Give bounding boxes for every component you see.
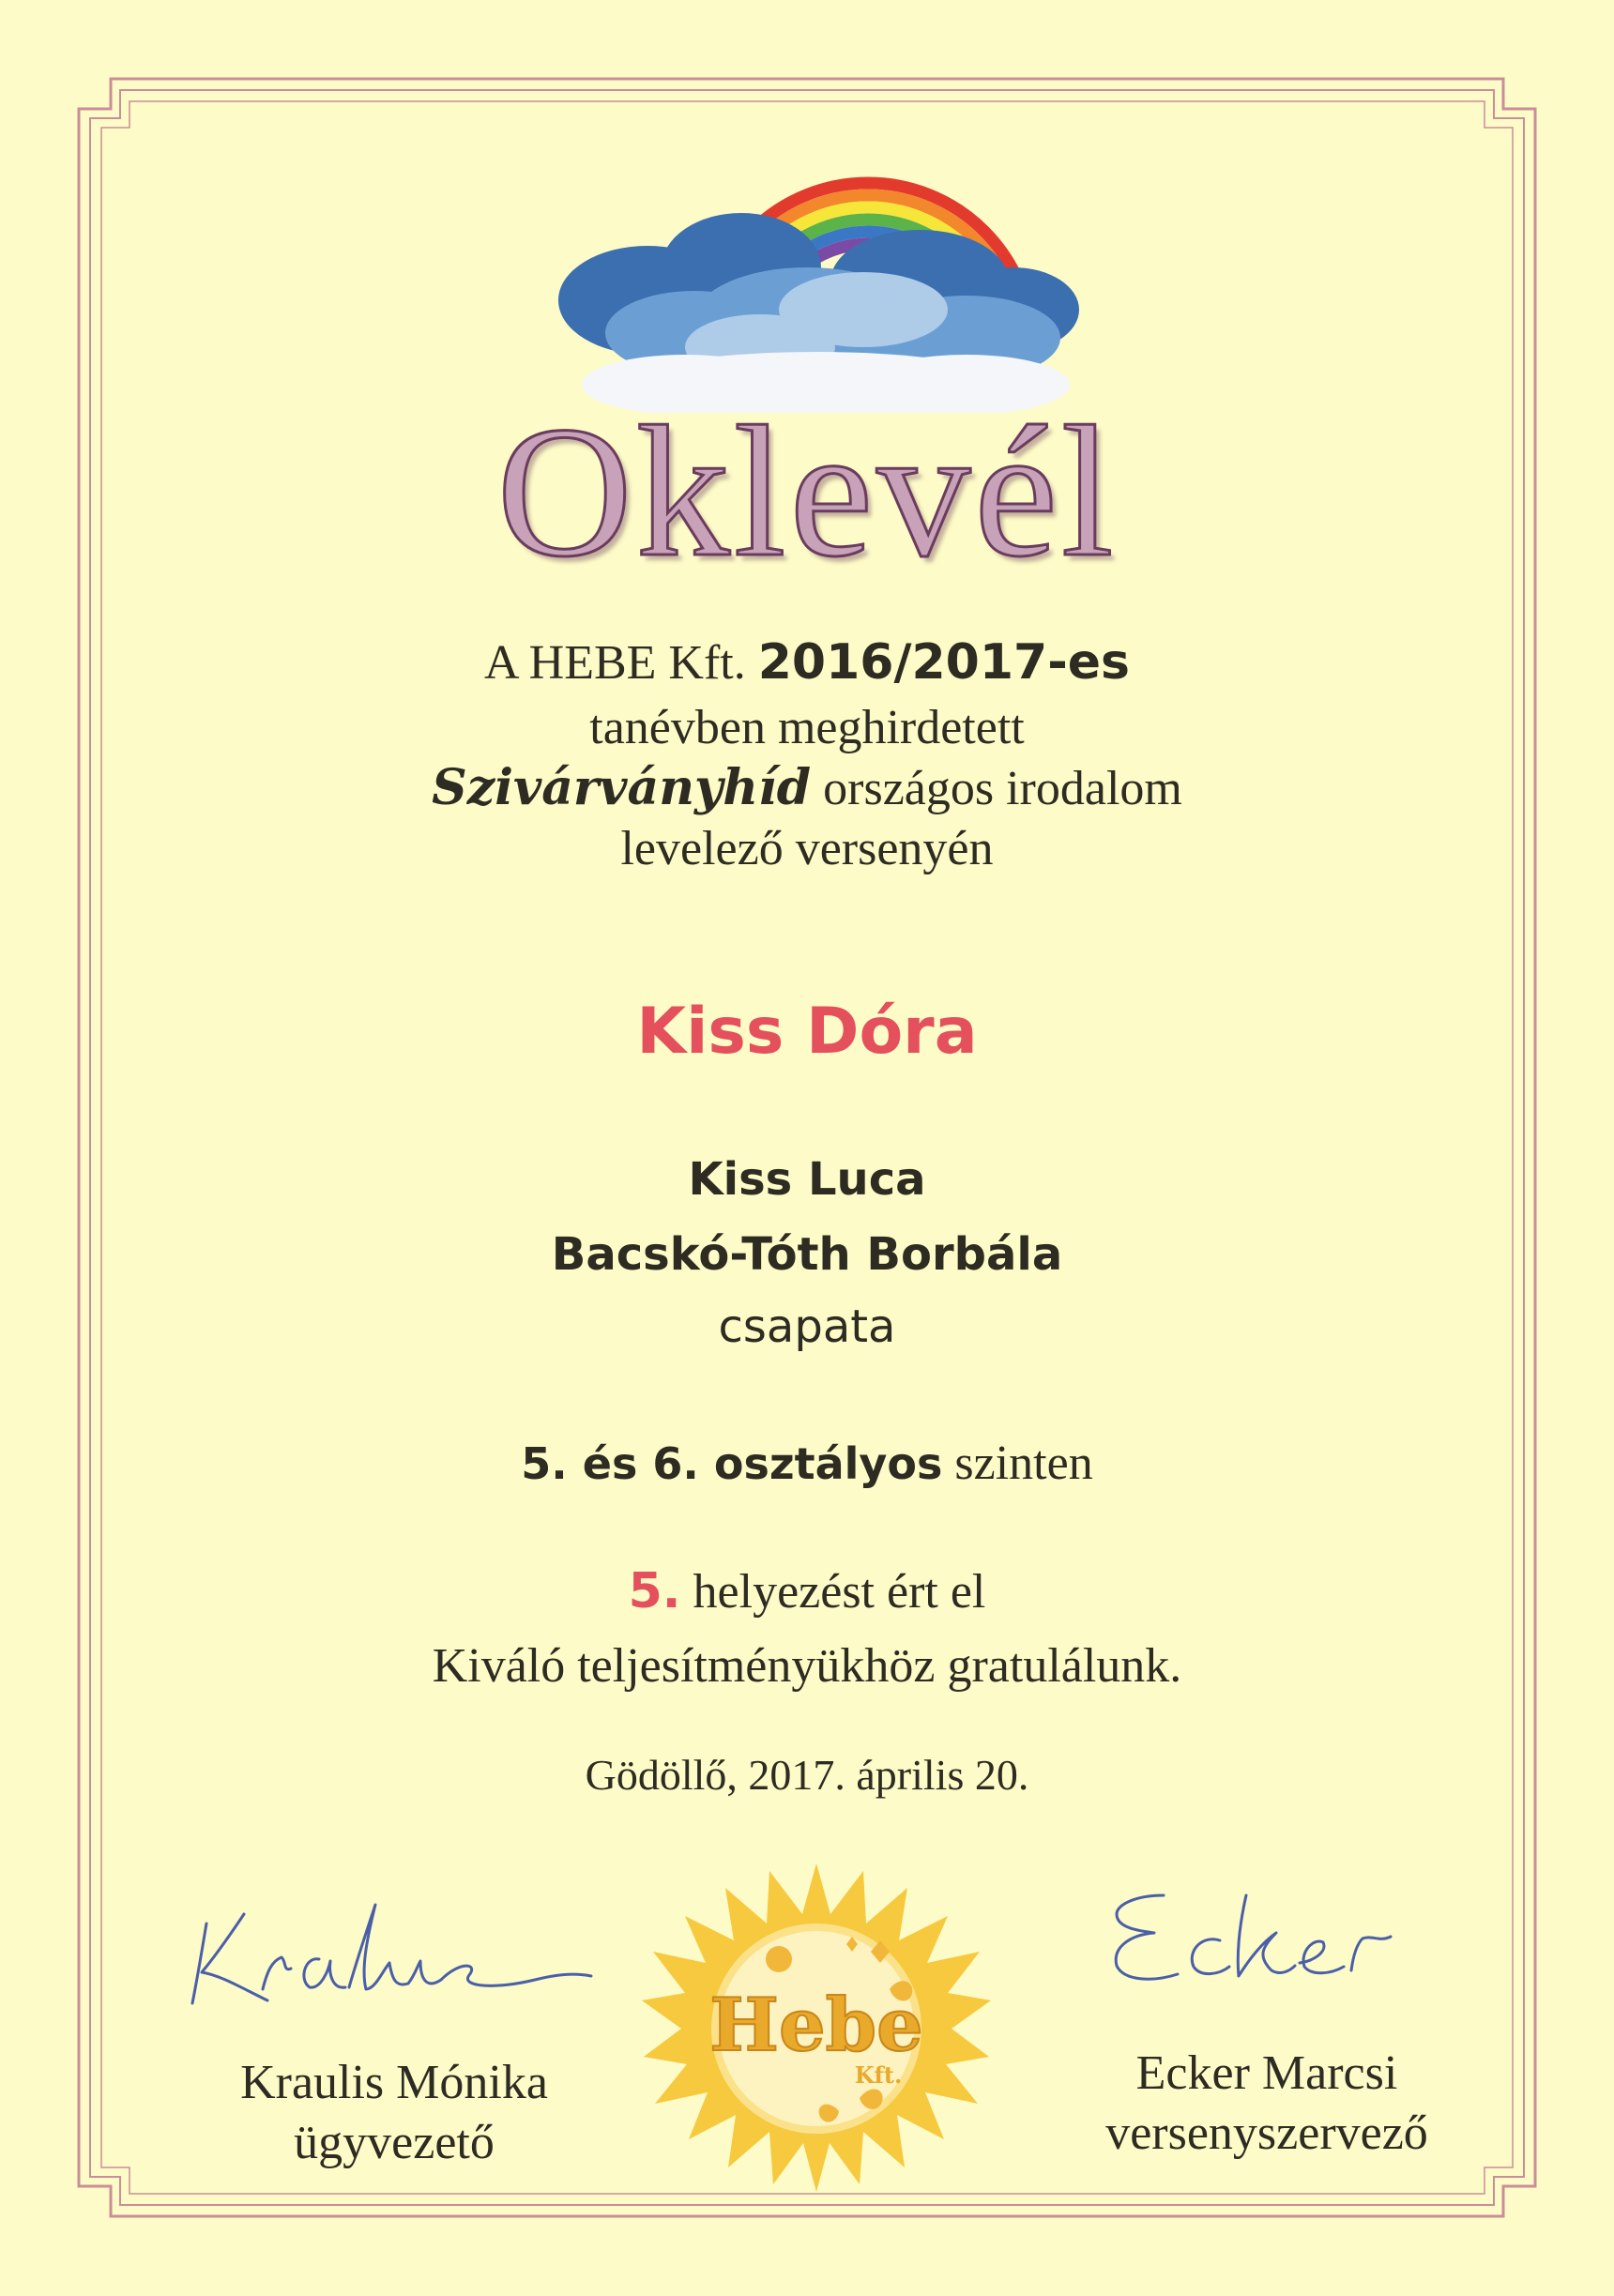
intro-line-4: levelező versenyén [620,822,994,875]
level-suffix: szinten [942,1437,1093,1490]
signer-left [169,2053,619,2173]
signer-left-name: Kraulis Mónika [240,2056,548,2109]
place-date: Gödöllő, 2017. április 20. [585,1751,1029,1799]
organizer-text: A HEBE Kft. [483,636,758,690]
signature-ecker [1098,1877,1436,1999]
school-year: 2016/2017-es [757,634,1130,691]
placement-text: helyezést ért el [680,1565,986,1619]
winner-name: Kiss Dóra [636,995,978,1069]
team-word: csapata [718,1300,896,1353]
rainbow-clouds-logo [525,113,1107,413]
team-member-1: Kiss Luca [688,1153,926,1206]
placement-number: 5. [628,1563,681,1619]
placement-line [0,1563,1614,1620]
contest-type: országos irodalom [811,762,1182,815]
contest-name: Szivárványhíd [432,759,812,816]
intro-line-1 [0,634,1614,692]
seal-brand: Hebe [709,1983,923,2068]
seal-suffix: Kft. [854,2061,903,2089]
congratulations: Kiváló teljesítményükhöz gratulálunk. [432,1639,1182,1693]
team-member-2: Bacskó-Tóth Borbála [551,1228,1063,1281]
signer-right [1042,2044,1492,2164]
level-line [0,1436,1614,1492]
intro-line-2: tanévben meghirdetett [589,701,1025,754]
signature-kraulis [178,1886,610,2017]
certificate-title: Oklevél [496,388,1118,596]
grade-level: 5. és 6. osztályos [521,1438,943,1489]
signer-right-name: Ecker Marcsi [1135,2046,1398,2100]
intro-line-3 [0,760,1614,817]
hebe-sun-seal [638,1858,995,2196]
signer-right-role: versenyszervező [1105,2106,1428,2160]
signer-left-role: ügyvezető [294,2116,495,2169]
